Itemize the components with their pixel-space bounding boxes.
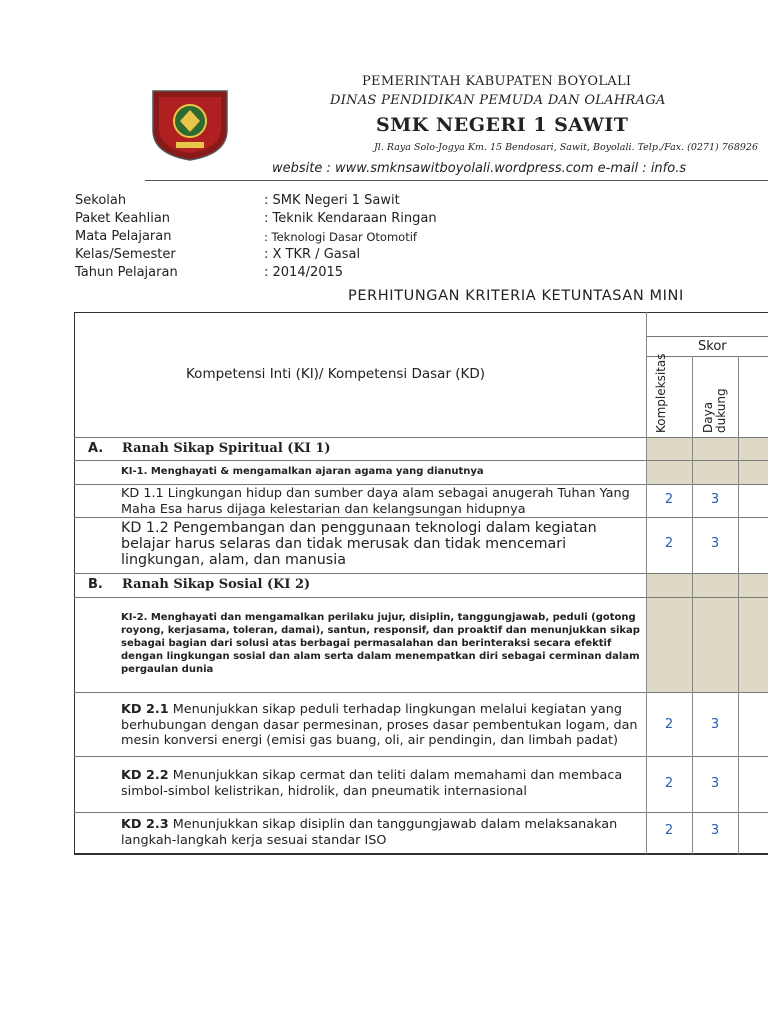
page-title: PERHITUNGAN KRITERIA KETUNTASAN MINI	[348, 288, 684, 304]
letterhead-line2: DINAS PENDIDIKAN PEMUDA DAN OLAHRAGA	[330, 93, 666, 108]
ki1-text: KI-1. Menghayati & mengamalkan ajaran agama yang dianutnya	[121, 466, 484, 477]
row-line	[74, 517, 768, 518]
row-line	[74, 437, 768, 438]
header-daya-dukung: Daya dukung	[701, 388, 728, 433]
row-line	[74, 812, 768, 813]
kd12-score-2: 3	[710, 536, 720, 551]
kd21-score-1: 2	[664, 717, 674, 732]
letterhead-line1: PEMERINTAH KABUPATEN BOYOLALI	[362, 74, 632, 89]
row-line	[74, 597, 768, 598]
kd23-row	[121, 817, 643, 848]
kd22-row	[121, 768, 643, 799]
info-label-tahun: Tahun Pelajaran	[75, 265, 178, 280]
col-line	[738, 356, 739, 854]
kd23-text: Menunjukkan sikap disiplin dan tanggungjawab dalam melaksanakan langkah-langkah kerja sesuai standar ISO	[121, 817, 618, 848]
row-line	[74, 692, 768, 693]
kd11-score-2: 3	[710, 492, 720, 507]
kd12-text: KD 1.2 Pengembangan dan penggunaan teknologi dalam kegiatan belajar harus selaras dan tidak merusak dan tidak mencemari lingkungan, alam, dan manusia	[121, 520, 597, 568]
skor-line	[646, 336, 768, 337]
header-kompleksitas: Kompleksitas	[654, 353, 668, 433]
shade-b-2	[692, 573, 768, 692]
info-value-kelas: : X TKR / Gasal	[264, 247, 361, 262]
school-name: SMK NEGERI 1 SAWIT	[376, 114, 629, 136]
row-line	[74, 460, 768, 461]
school-logo	[150, 88, 230, 162]
row-line	[74, 756, 768, 757]
letterhead-rule	[145, 180, 768, 181]
info-label-kelas: Kelas/Semester	[75, 247, 176, 262]
table-header-main: Kompetensi Inti (KI)/ Kompetensi Dasar (KD)	[186, 366, 486, 382]
kd22-score-2: 3	[710, 776, 720, 791]
table-top-border	[74, 312, 768, 313]
kd22-code: KD 2.2	[121, 768, 169, 783]
kd11-text: KD 1.1 Lingkungan hidup dan sumber daya alam sebagai anugerah Tuhan Yang Maha Esa harus dijaga kelestarian dan kelangsungan hidupnya	[121, 486, 630, 517]
table-bottom-border	[74, 853, 768, 855]
info-label-mapel: Mata Pelajaran	[75, 229, 172, 244]
info-label-sekolah: Sekolah	[75, 193, 127, 208]
kd23-score-1: 2	[664, 823, 674, 838]
kd21-score-2: 3	[710, 717, 720, 732]
info-label-paket: Paket Keahlian	[75, 211, 171, 226]
shade-b-1	[646, 573, 692, 692]
info-value-sekolah: : SMK Negeri 1 Sawit	[264, 193, 400, 208]
kd21-row	[121, 702, 643, 749]
section-a-title: Ranah Sikap Spiritual (KI 1)	[122, 441, 331, 456]
section-b-title: Ranah Sikap Sosial (KI 2)	[122, 577, 311, 592]
info-value-tahun: : 2014/2015	[264, 265, 344, 280]
ki2-text: KI-2. Menghayati dan mengamalkan perilaku jujur, disiplin, tanggungjawab, peduli (gotong royong, kerjasama, toleran, damai), santun, responsif, dan proaktif dan menunjukkan sikap sebagai bagian dari solusi atas berbagai permasalahan dan berinteraksi secara efektif dengan lingkungan sosial dan alam serta dalam menempatkan diri sebagai cerminan dalam pergaulan dunia	[121, 612, 640, 675]
section-a-letter: A.	[88, 441, 104, 456]
school-address: Jl. Raya Solo-Jogya Km. 15 Bendosari, Sawit, Boyolali. Telp./Fax. (0271) 768926	[374, 142, 759, 153]
info-value-mapel: : Teknologi Dasar Otomotif	[264, 230, 417, 244]
kd12-score-1: 2	[664, 536, 674, 551]
col-line	[692, 356, 693, 854]
school-web: website : www.smknsawitboyolali.wordpress.com e-mail : info.s	[272, 161, 687, 176]
kd22-score-1: 2	[664, 776, 674, 791]
kd23-code: KD 2.3	[121, 817, 169, 832]
kd21-code: KD 2.1	[121, 702, 169, 717]
row-line	[74, 573, 768, 574]
kd11-score-1: 2	[664, 492, 674, 507]
kd21-text: Menunjukkan sikap peduli terhadap lingkungan melalui kegiatan yang berhubungan dengan dasar permesinan, proses dasar pembentukan logam, dan mesin konversi energi (emisi gas buang, oli, air pendingin, dan limbah padat)	[121, 702, 638, 748]
section-b-letter: B.	[88, 577, 103, 592]
table-left-border	[74, 312, 75, 854]
kd23-score-2: 3	[710, 823, 720, 838]
kd22-text: Menunjukkan sikap cermat dan teliti dalam memahami dan membaca simbol-simbol kelistrikan, hidrolik, dan pneumatik internasional	[121, 768, 623, 799]
col-line	[646, 312, 647, 854]
table-header-skor: Skor	[698, 339, 727, 354]
info-value-paket: : Teknik Kendaraan Ringan	[264, 211, 437, 226]
row-line	[74, 484, 768, 485]
